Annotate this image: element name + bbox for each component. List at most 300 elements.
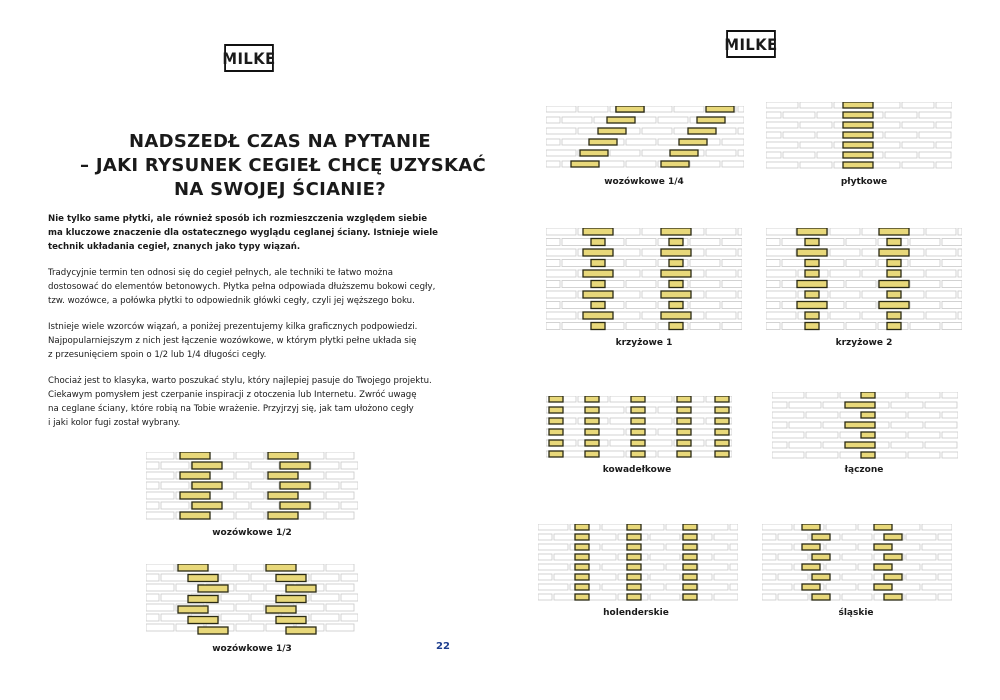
- ghost-brick: [890, 524, 920, 530]
- highlighted-brick: [887, 260, 901, 267]
- ghost-brick: [586, 594, 616, 600]
- highlighted-brick: [884, 574, 902, 580]
- highlighted-brick: [669, 239, 683, 246]
- ghost-brick: [221, 462, 249, 469]
- ghost-brick: [772, 392, 804, 398]
- ghost-brick: [296, 492, 324, 499]
- ghost-brick: [722, 260, 742, 267]
- highlighted-brick: [591, 260, 605, 267]
- highlighted-brick: [812, 554, 830, 560]
- ghost-brick: [146, 482, 159, 489]
- ghost-brick: [236, 492, 264, 499]
- ghost-brick: [538, 554, 552, 560]
- ghost-brick: [902, 102, 934, 108]
- highlighted-brick: [575, 554, 589, 560]
- ghost-brick: [546, 161, 560, 167]
- ghost-brick: [221, 594, 249, 601]
- ghost-brick: [906, 554, 936, 560]
- highlighted-brick: [192, 502, 222, 509]
- highlighted-brick: [627, 544, 641, 550]
- bond-diagram-laczone: [772, 392, 958, 460]
- paragraph: [48, 266, 448, 308]
- ghost-brick: [766, 112, 781, 118]
- ghost-brick: [738, 249, 742, 256]
- ghost-brick: [326, 564, 354, 571]
- highlighted-brick: [549, 429, 563, 435]
- highlighted-brick: [276, 596, 306, 603]
- highlighted-brick: [683, 534, 697, 540]
- highlighted-brick: [585, 396, 599, 402]
- ghost-brick: [738, 150, 744, 156]
- highlighted-brick: [688, 128, 716, 134]
- highlighted-brick: [797, 249, 827, 256]
- ghost-brick: [706, 291, 736, 298]
- ghost-brick: [958, 228, 962, 235]
- highlighted-brick: [843, 162, 873, 168]
- text-line: Nie tylko same płytki, ale również sposób ich rozmieszczenia względem siebie: [48, 214, 428, 224]
- highlighted-brick: [549, 396, 563, 402]
- ghost-brick: [714, 534, 738, 540]
- ghost-brick: [772, 422, 787, 428]
- ghost-brick: [296, 452, 324, 459]
- ghost-brick: [762, 594, 776, 600]
- ghost-brick: [650, 554, 680, 560]
- ghost-brick: [936, 122, 952, 128]
- paragraph: [48, 374, 448, 430]
- highlighted-brick: [631, 451, 645, 457]
- ghost-brick: [610, 228, 640, 235]
- highlighted-brick: [549, 407, 563, 413]
- ghost-brick: [958, 249, 962, 256]
- ghost-brick: [722, 323, 742, 330]
- bond-diagram-kowadelkowe: [546, 396, 732, 460]
- highlighted-brick: [589, 139, 617, 145]
- ghost-brick: [722, 139, 744, 145]
- highlighted-brick: [805, 270, 819, 277]
- ghost-brick: [146, 594, 159, 601]
- ghost-brick: [766, 122, 798, 128]
- ghost-brick: [958, 291, 962, 298]
- ghost-brick: [546, 249, 576, 256]
- ghost-brick: [546, 260, 560, 267]
- ghost-brick: [846, 239, 876, 246]
- highlighted-brick: [715, 407, 729, 413]
- ghost-brick: [891, 422, 923, 428]
- ghost-brick: [610, 150, 640, 156]
- ghost-brick: [762, 554, 776, 560]
- ghost-brick: [762, 584, 792, 590]
- ghost-brick: [538, 524, 568, 530]
- highlighted-brick: [583, 228, 613, 235]
- highlighted-brick: [575, 574, 589, 580]
- ghost-brick: [778, 554, 808, 560]
- ghost-brick: [586, 574, 616, 580]
- ghost-brick: [690, 281, 720, 288]
- highlighted-brick: [268, 492, 298, 499]
- ghost-brick: [626, 161, 656, 167]
- ghost-brick: [942, 412, 958, 418]
- ghost-brick: [161, 574, 189, 581]
- highlighted-brick: [887, 270, 901, 277]
- ghost-brick: [789, 422, 821, 428]
- ghost-brick: [562, 260, 592, 267]
- ghost-brick: [800, 142, 832, 148]
- pattern-caption: krzyżowe 1: [615, 338, 673, 348]
- ghost-brick: [910, 260, 940, 267]
- ghost-brick: [146, 462, 159, 469]
- highlighted-brick: [575, 584, 589, 590]
- highlighted-brick: [802, 584, 820, 590]
- ghost-brick: [738, 128, 744, 134]
- ghost-brick: [690, 323, 720, 330]
- highlighted-brick: [627, 564, 641, 570]
- ghost-brick: [766, 281, 780, 288]
- ghost-brick: [778, 534, 808, 540]
- highlighted-brick: [661, 291, 691, 298]
- ghost-brick: [538, 594, 552, 600]
- ghost-brick: [538, 574, 552, 580]
- ghost-brick: [161, 614, 189, 621]
- ghost-brick: [161, 594, 189, 601]
- highlighted-brick: [884, 554, 902, 560]
- ghost-brick: [910, 281, 940, 288]
- highlighted-brick: [580, 150, 608, 156]
- ghost-brick: [942, 392, 958, 398]
- bond-diagram-w14: [546, 106, 744, 170]
- milke-logo: MILKE: [726, 30, 776, 58]
- pattern-caption: wozówkowe 1/4: [604, 177, 684, 187]
- highlighted-brick: [802, 544, 820, 550]
- highlighted-brick: [677, 418, 691, 424]
- ghost-brick: [730, 584, 738, 590]
- ghost-brick: [146, 574, 159, 581]
- ghost-brick: [919, 132, 951, 138]
- text-line: Ciekawym pomysłem jest czerpanie inspiracji z otoczenia lub Internetu. Zwróć uwagę: [48, 390, 417, 400]
- ghost-brick: [610, 312, 640, 319]
- ghost-brick: [902, 122, 934, 128]
- ghost-brick: [236, 564, 264, 571]
- highlighted-brick: [585, 407, 599, 413]
- highlighted-brick: [887, 291, 901, 298]
- highlighted-brick: [679, 139, 707, 145]
- bond-diagram-w13: [146, 564, 358, 638]
- ghost-brick: [806, 432, 838, 438]
- ghost-brick: [690, 161, 720, 167]
- title-line: – JAKI RYSUNEK CEGIEŁ CHCĘ UZYSKAĆ: [80, 155, 486, 176]
- highlighted-brick: [802, 524, 820, 530]
- ghost-brick: [885, 132, 917, 138]
- ghost-brick: [766, 312, 796, 319]
- ghost-brick: [908, 412, 940, 418]
- text-line: Najpopularniejszym z nich jest łączenie wozówkowe, w którym płytki pełne układa się: [48, 336, 417, 346]
- ghost-brick: [890, 544, 920, 550]
- page-number: 22: [436, 641, 450, 652]
- ghost-brick: [326, 604, 354, 611]
- ghost-brick: [942, 302, 962, 309]
- highlighted-brick: [268, 512, 298, 519]
- highlighted-brick: [598, 128, 626, 134]
- highlighted-brick: [843, 132, 873, 138]
- ghost-brick: [902, 162, 934, 168]
- ghost-brick: [546, 106, 576, 112]
- ghost-brick: [906, 534, 936, 540]
- highlighted-brick: [180, 512, 210, 519]
- highlighted-brick: [683, 574, 697, 580]
- ghost-brick: [546, 128, 576, 134]
- ghost-brick: [341, 482, 358, 489]
- highlighted-brick: [843, 112, 873, 118]
- highlighted-brick: [812, 574, 830, 580]
- ghost-brick: [236, 604, 264, 611]
- bond-diagram-plytkowe: [766, 102, 952, 170]
- ghost-brick: [958, 270, 962, 277]
- highlighted-brick: [669, 323, 683, 330]
- ghost-brick: [221, 614, 249, 621]
- highlighted-brick: [661, 270, 691, 277]
- ghost-brick: [326, 472, 354, 479]
- highlighted-brick: [861, 412, 875, 418]
- ghost-brick: [538, 534, 552, 540]
- ghost-brick: [722, 302, 742, 309]
- pattern-caption: wozówkowe 1/2: [212, 528, 292, 538]
- highlighted-brick: [583, 270, 613, 277]
- ghost-brick: [311, 574, 339, 581]
- highlighted-brick: [802, 564, 820, 570]
- ghost-brick: [562, 302, 592, 309]
- ghost-brick: [925, 402, 957, 408]
- bond-diagram-krzyzowe1: [546, 228, 742, 334]
- ghost-brick: [538, 544, 568, 550]
- ghost-brick: [830, 249, 860, 256]
- highlighted-brick: [585, 451, 599, 457]
- highlighted-brick: [861, 432, 875, 438]
- ghost-brick: [546, 270, 576, 277]
- ghost-brick: [586, 534, 616, 540]
- ghost-brick: [251, 502, 279, 509]
- highlighted-brick: [178, 606, 208, 613]
- ghost-brick: [846, 260, 876, 267]
- ghost-brick: [690, 260, 720, 267]
- ghost-brick: [772, 402, 787, 408]
- ghost-brick: [922, 544, 952, 550]
- ghost-brick: [936, 142, 952, 148]
- highlighted-brick: [874, 564, 892, 570]
- highlighted-brick: [715, 429, 729, 435]
- highlighted-brick: [683, 544, 697, 550]
- ghost-brick: [942, 432, 958, 438]
- highlighted-brick: [805, 323, 819, 330]
- ghost-brick: [730, 544, 738, 550]
- ghost-brick: [326, 452, 354, 459]
- ghost-brick: [251, 594, 279, 601]
- ghost-brick: [926, 228, 956, 235]
- ghost-brick: [842, 574, 872, 580]
- highlighted-brick: [812, 534, 830, 540]
- ghost-brick: [926, 249, 956, 256]
- ghost-brick: [146, 452, 174, 459]
- ghost-brick: [826, 524, 856, 530]
- highlighted-brick: [549, 451, 563, 457]
- ghost-brick: [885, 152, 917, 158]
- highlighted-brick: [879, 249, 909, 256]
- ghost-brick: [161, 462, 189, 469]
- ghost-brick: [830, 312, 860, 319]
- pattern-caption: płytkowe: [840, 177, 888, 187]
- ghost-brick: [146, 502, 159, 509]
- ghost-brick: [546, 323, 560, 330]
- ghost-brick: [890, 564, 920, 570]
- ghost-brick: [772, 452, 804, 458]
- ghost-brick: [146, 624, 174, 631]
- ghost-brick: [772, 412, 804, 418]
- ghost-brick: [311, 462, 339, 469]
- ghost-brick: [806, 412, 838, 418]
- ghost-brick: [586, 554, 616, 560]
- ghost-brick: [236, 472, 264, 479]
- highlighted-brick: [677, 440, 691, 446]
- ghost-brick: [783, 152, 815, 158]
- highlighted-brick: [266, 564, 296, 571]
- highlighted-brick: [861, 392, 875, 398]
- text-line: Istnieje wiele wzorców wiązań, a poniżej prezentujemy kilka graficznych podpowiedzi.: [48, 322, 418, 332]
- ghost-brick: [650, 594, 680, 600]
- ghost-brick: [698, 524, 728, 530]
- ghost-brick: [610, 270, 640, 277]
- ghost-brick: [874, 412, 906, 418]
- bond-diagram-krzyzowe2: [766, 228, 962, 334]
- highlighted-brick: [879, 228, 909, 235]
- ghost-brick: [562, 139, 592, 145]
- ghost-brick: [538, 564, 568, 570]
- ghost-brick: [642, 440, 672, 446]
- ghost-brick: [906, 594, 936, 600]
- ghost-brick: [698, 564, 728, 570]
- highlighted-brick: [616, 106, 644, 112]
- ghost-brick: [722, 239, 742, 246]
- highlighted-brick: [631, 396, 645, 402]
- ghost-brick: [936, 102, 952, 108]
- highlighted-brick: [879, 281, 909, 288]
- ghost-brick: [830, 270, 860, 277]
- ghost-brick: [789, 402, 821, 408]
- ghost-brick: [908, 392, 940, 398]
- ghost-brick: [221, 502, 249, 509]
- text-line: z przesunięciem spoin o 1/2 lub 1/4 długości cegły.: [48, 350, 267, 360]
- highlighted-brick: [805, 260, 819, 267]
- ghost-brick: [146, 564, 174, 571]
- highlighted-brick: [661, 161, 689, 167]
- highlighted-brick: [843, 142, 873, 148]
- ghost-brick: [690, 239, 720, 246]
- body-text: [48, 212, 448, 442]
- ghost-brick: [296, 472, 324, 479]
- text-line: dostosować do elementów betonowych. Płytka pełna odpowiada dłuższemu bokowi cegły,: [48, 282, 436, 292]
- highlighted-brick: [591, 323, 605, 330]
- ghost-brick: [221, 482, 249, 489]
- highlighted-brick: [805, 291, 819, 298]
- ghost-brick: [874, 452, 906, 458]
- ghost-brick: [766, 132, 781, 138]
- ghost-brick: [626, 281, 656, 288]
- ghost-brick: [341, 502, 358, 509]
- ghost-brick: [626, 139, 656, 145]
- highlighted-brick: [583, 291, 613, 298]
- ghost-brick: [830, 228, 860, 235]
- ghost-brick: [891, 402, 923, 408]
- highlighted-brick: [843, 122, 873, 128]
- highlighted-brick: [631, 418, 645, 424]
- highlighted-brick: [797, 302, 827, 309]
- ghost-brick: [296, 512, 324, 519]
- highlighted-brick: [669, 260, 683, 267]
- ghost-brick: [236, 584, 264, 591]
- highlighted-brick: [607, 117, 635, 123]
- paragraph: [48, 320, 448, 362]
- text-line: ma kluczowe znaczenie dla ostatecznego wyglądu ceglanej ściany. Istnieje wiele: [48, 228, 438, 238]
- highlighted-brick: [715, 440, 729, 446]
- ghost-brick: [578, 106, 608, 112]
- ghost-brick: [674, 106, 704, 112]
- highlighted-brick: [715, 418, 729, 424]
- ghost-brick: [942, 452, 958, 458]
- highlighted-brick: [631, 440, 645, 446]
- highlighted-brick: [845, 402, 875, 408]
- ghost-brick: [546, 117, 560, 123]
- highlighted-brick: [575, 594, 589, 600]
- ghost-brick: [706, 150, 736, 156]
- ghost-brick: [942, 260, 962, 267]
- ghost-brick: [546, 281, 560, 288]
- ghost-brick: [783, 112, 815, 118]
- ghost-brick: [778, 594, 808, 600]
- ghost-brick: [714, 554, 738, 560]
- page-title: [80, 130, 486, 202]
- ghost-brick: [922, 584, 952, 590]
- ghost-brick: [626, 260, 656, 267]
- highlighted-brick: [585, 418, 599, 424]
- highlighted-brick: [683, 524, 697, 530]
- ghost-brick: [706, 312, 736, 319]
- highlighted-brick: [670, 150, 698, 156]
- ghost-brick: [221, 574, 249, 581]
- ghost-brick: [341, 614, 358, 621]
- ghost-brick: [610, 249, 640, 256]
- highlighted-brick: [549, 440, 563, 446]
- ghost-brick: [251, 462, 279, 469]
- ghost-brick: [919, 152, 951, 158]
- ghost-brick: [766, 228, 796, 235]
- ghost-brick: [766, 102, 798, 108]
- ghost-brick: [642, 150, 672, 156]
- ghost-brick: [762, 564, 792, 570]
- ghost-brick: [926, 270, 956, 277]
- title-line: NADSZEDŁ CZAS NA PYTANIE: [129, 131, 431, 152]
- highlighted-brick: [575, 544, 589, 550]
- ghost-brick: [311, 594, 339, 601]
- ghost-brick: [938, 534, 952, 540]
- ghost-brick: [730, 524, 738, 530]
- highlighted-brick: [192, 482, 222, 489]
- highlighted-brick: [812, 594, 830, 600]
- ghost-brick: [772, 442, 787, 448]
- ghost-brick: [830, 291, 860, 298]
- ghost-brick: [910, 323, 940, 330]
- ghost-brick: [326, 512, 354, 519]
- ghost-brick: [800, 102, 832, 108]
- highlighted-brick: [805, 239, 819, 246]
- ghost-brick: [890, 584, 920, 590]
- ghost-brick: [908, 432, 940, 438]
